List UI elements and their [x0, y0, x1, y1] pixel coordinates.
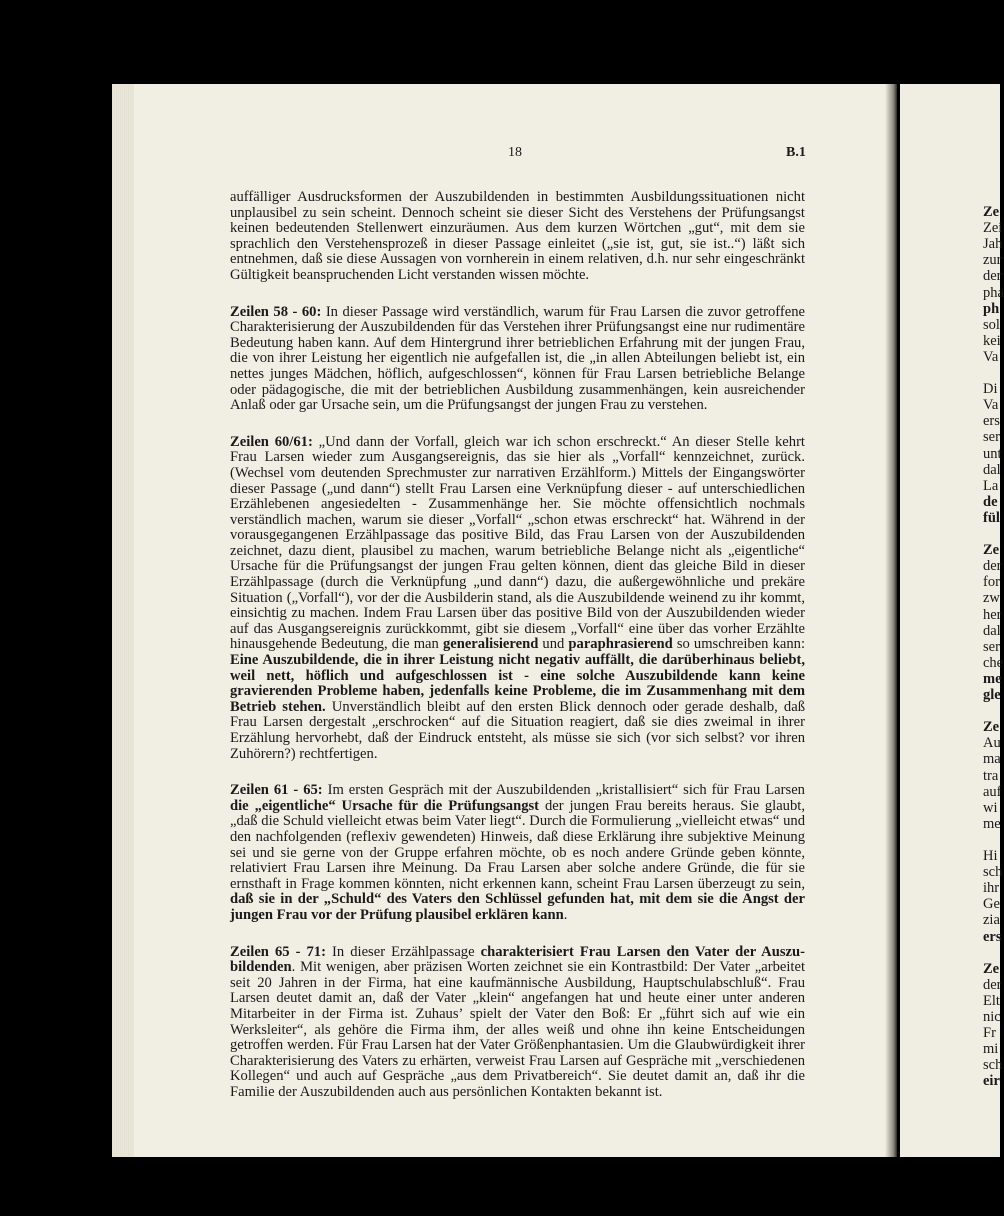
text-run: Unverständlich bleibt auf den ersten Blick dennoch oder gerade deshalb, daß Frau Larsen dergestalt „erschrocken“ auf die Situation reagiert, daß sie dies zweimal in ihrer Erzählung hervorhebt, daß der Eindruck entsteht, als müsse sie sich (vor sich selbst? vor ihren Zuhörern?) rechtfertigen. [230, 698, 805, 762]
text-run: . [563, 906, 568, 923]
right-page-line-fragment: dal [983, 622, 1001, 639]
text-run: In dieser Passage wird verständlich, warum für Frau Larsen die zuvor getroffene Charakterisierung der Auszubildenden für das Verstehen ihrer Prüfungsangst eine nur rudimentäre Bedeutung haben kann. Auf dem Hintergrund ihrer betrieblichen Erfahrung mit der jungen Frau, die von ihrer Leistung her eigentlich nie aufgefallen ist, die „in allen Abteilungen beliebt ist, ein nettes junges Mädchen, höflich, aufgeschlossen“, können für Frau Larsen betriebliche Belange oder pädagogische, die mit der betrieblichen Ausbildung zusammenhängen, kein ausreichender Anlaß oder gar Ursache sein, um die Prüfungsangst der jungen Frau zu verstehen. [230, 303, 805, 414]
right-page-line-fragment: Jah [983, 236, 1003, 253]
right-page-line-fragment: dal [983, 461, 1001, 478]
text-run: und [538, 636, 569, 653]
right-page-line-fragment: Di [983, 381, 998, 398]
right-page-line-fragment: her [983, 606, 1002, 623]
text-run: auffälliger Ausdrucksformen der Auszubildenden in bestimmten Ausbildungssituationen nicht unplausibel zu sein scheint. Dennoch scheint sie dieser Sicht des Verstehens der Prüfungsangst keinen bedeutenden Stellenwert einzuräumen. Aus dem kurzen Wörtchen „gut“, mit dem sie sprachlich den Verstehensprozeß in dieser Passage einleitet („sie ist, gut, sie ist..“) läßt sich entnehmen, daß sie diese Aussagen von vornherein in einem relativen, d.h. nur sehr eingeschränkt Gültigkeit beanspruchenden Licht verstanden wissen möchte. [230, 189, 805, 283]
paragraph [230, 190, 805, 284]
right-page-line-fragment: zur [983, 252, 1002, 269]
right-page-line-fragment: sch [983, 1057, 1003, 1074]
bold-text: charakterisiert Frau Larsen den Vater der Auszubildenden [230, 943, 805, 976]
bold-text: Zeilen 60/61: [230, 433, 313, 450]
page-stack-edge [112, 84, 134, 1157]
book-gutter [885, 84, 897, 1157]
right-page-line-fragment: zw [983, 590, 1000, 607]
right-page-line-fragment: mi [983, 1041, 999, 1058]
right-page-line-fragment: unt [983, 445, 1002, 462]
right-page-line-fragment: eir [983, 1073, 1000, 1090]
paragraph [230, 945, 805, 1101]
right-page-line-fragment: ma [983, 751, 1001, 768]
paragraph [230, 305, 805, 414]
right-page-line-fragment: tra [983, 767, 999, 784]
right-page-line-fragment: ihr [983, 880, 1000, 897]
text-run: Im ersten Gespräch mit der Auszubildenden „kristallisiert“ sich für Frau Larsen [322, 782, 805, 799]
right-page-line-fragment: Ze [983, 719, 1000, 736]
right-page-line-fragment: pha [983, 284, 1004, 301]
right-page [900, 84, 1004, 1157]
right-page-line-fragment: Va [983, 397, 999, 414]
right-page-line-fragment: auf [983, 783, 1002, 800]
right-page-line-fragment: che [983, 654, 1004, 671]
right-page-line-fragment: ser [983, 429, 1000, 446]
right-page-line-fragment: me [983, 670, 1002, 687]
right-page-line-fragment: fül [983, 509, 1000, 526]
bold-text: Zeilen 61 - 65: [230, 782, 323, 799]
right-page-line-fragment: me [983, 815, 1001, 832]
right-page-line-fragment: sch [983, 864, 1003, 881]
right-page-line-fragment: ers [983, 928, 1002, 945]
right-page-line-fragment: Ge [983, 896, 1000, 913]
bold-text: die „eigentliche“ Ursache für die Prüfungsangst [230, 797, 540, 814]
bold-text: Eine Auszubildende, die in ihrer Leistung nicht negativ auffällt, die darüberhinaus beliebt, weil nett, höflich und aufgeschlossen ist - eine solche Auszubildende kann keine gravierenden Probleme haben, jedenfalls keine Probleme, die im Zusammenhang mit dem Betrieb stehen. [230, 652, 805, 715]
page-body [230, 190, 805, 1100]
bold-text: paraphrasierend [568, 636, 673, 653]
text-run: der jungen Frau bereits heraus. Sie glaubt, „daß die Schuld vielleicht etwas beim Vater liegt“. Durch die Formulierung „vielleicht etwas“ und den nachfolgenden (reflexiv gewendeten) Hinweis, daß diese Erklärung ihre subjektive Meinung sei und sie gerne von der Gruppe erfahren möchte, ob es noch andere Gründe geben könnte, relativiert Frau Larsen ihre Meinung. Da Frau Larsen aber solche andere Gründe, die für sie ernsthaft in Frage kommen könnten, nicht erkennen kann, scheint Frau Larsen überzeugt zu sein, [230, 797, 805, 892]
right-page-line-fragment: der [983, 268, 1002, 285]
right-page-line-fragment: Fr [983, 1025, 996, 1042]
right-page-line-fragment: sol [983, 316, 1000, 333]
bold-text: Zeilen 58 - 60: [230, 303, 322, 320]
right-page-line-fragment: Ze [983, 542, 1000, 559]
paragraph [230, 435, 805, 762]
right-page-line-fragment: Ze [983, 204, 1000, 220]
text-run: In dieser Erzählpassage [325, 943, 481, 960]
right-page-line-fragment: Au [983, 735, 1001, 752]
right-page-line-fragment: Va [983, 348, 999, 365]
right-page-line-fragment: Elt [983, 992, 1000, 1009]
right-page-line-fragment: zia [983, 912, 1000, 929]
right-page-line-fragment: der [983, 558, 1002, 575]
right-page-line-fragment: ser [983, 638, 1000, 655]
right-page-line-fragment: gle [983, 687, 1001, 703]
section-code: B.1 [786, 145, 806, 160]
text-run: „Und dann der Vorfall, gleich war ich schon erschreckt.“ An dieser Stelle kehrt Frau Larsen wieder zum Ausgangsereignis, das sie hier als „Vorfall“ kennzeichnet, zurück. (Wechsel vom deutenden Sprechmuster zur narrativen Erzählform.) Mittels der Eingangswörter dieser Passage („und dann“) stellt Frau Larsen eine Verknüpfung dieser - auf unterschiedlichen Erzählebenen angesiedelten - Zusammenhänge her. Sie möchte offensichtlich nochmals verständlich machen, warum sie dieser „Vorfall“ „schon etwas erschreckt“ hat. Während in der vorausgegangenen Erzählpassage das positive Bild, das Frau Larsen von der Auszubildenden zeichnet, dazu dient, plausibel zu machen, warum betriebliche Belange nicht als „eigentliche“ Ursache für die Prüfungsangst der jungen Frau gelten können, dient das gleiche Bild in dieser Erzählpassage (durch die Verknüpfung „und dann“) dazu, die außergewöhnliche und prekäre Situation („Vorfall“), vor der die Ausbilderin stand, als die Auszubildende weinend zu ihr kommt, einsichtig zu machen. Indem Frau Larsen über das positive Bild von der Auszubildenden wieder auf das Ausgangsereignis zurückkommt, gibt sie diesem „Vorfall“ eine über das vorher Erzählte hinausgehende Bedeutung, die man [230, 433, 805, 653]
right-page-line-fragment: La [983, 477, 999, 494]
right-page-line-fragment: wi [983, 799, 998, 816]
bold-text: generalisierend [442, 636, 539, 653]
text-run: so umschreiben kann: [672, 636, 805, 653]
right-page-line-fragment: de [983, 493, 998, 510]
right-page-line-fragment: for [983, 574, 1000, 591]
page-number: 18 [508, 145, 522, 160]
right-page-line-fragment: der [983, 976, 1002, 993]
right-page-line-fragment: ers [983, 413, 1000, 430]
bold-text: daß sie in der „Schuld“ des Vaters den Schlüssel gefunden hat, mit dem sie die Angst der jungen Frau vor der Prüfung plausibel erklären kann [230, 891, 805, 923]
right-page-line-fragment: nic [983, 1009, 1001, 1025]
paragraph [230, 783, 805, 923]
right-page-line-fragment: Zei [983, 220, 1003, 237]
right-page-line-fragment: Hi [983, 848, 998, 864]
right-page-line-fragment: kei [983, 332, 1001, 349]
bold-text: Zeilen 65 - 71: [230, 943, 326, 960]
right-page-line-fragment: Ze [983, 960, 1000, 977]
text-run: . Mit wenigen, aber präzisen Worten zeichnet sie ein Kontrastbild: Der Vater „arbeitet seit 20 Jahren in der Firma, hat eine kaufmännische Ausbildung, Hauptschulabschluß“. Frau Larsen deutet damit an, daß der Vater „klein“ angefangen hat und heute einer unter anderen Mitarbeiter in der Firma ist. Zuhaus’ spielt der Vater den Boß: Er „führt sich auf wie ein Werksleiter“, als gehöre die Firma ihm, der alles weiß und ohne ihn keine Entscheidungen getroffen werden. Für Frau Larsen hat der Vater Größenphantasien. Um die Glaubwürdigkeit ihrer Charakterisierung des Vaters zu erhärten, verweist Frau Larsen auf Gespräche mit „verschiedenen Kollegen“ und auch auf Gespräche „aus dem Privatbereich“. Sie deutet damit an, daß ihr die Familie der Auszubildenden auch aus persönlichen Kontakten bekannt ist. [230, 959, 805, 1100]
right-page-line-fragment: ph [983, 300, 1000, 317]
